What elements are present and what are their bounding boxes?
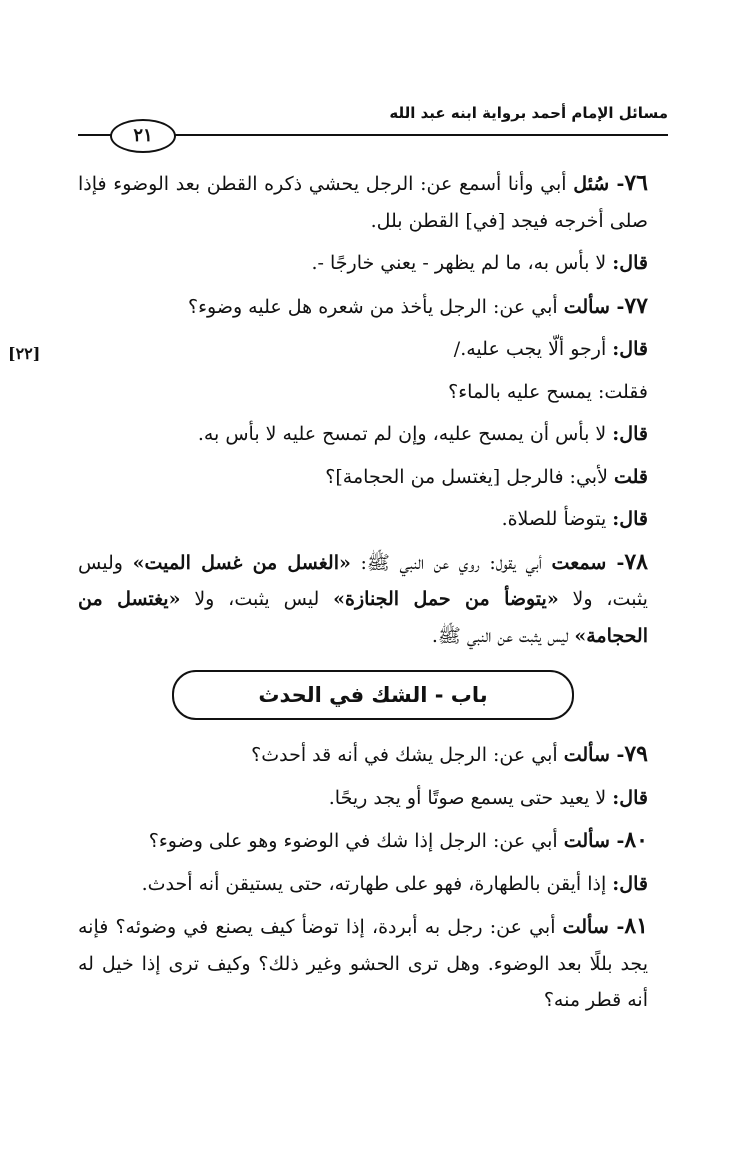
lead-word: قال: [612,872,648,895]
page-body [78,165,668,1025]
issue-number: ٧٩ [624,741,648,767]
hadith-quote: «يتوضأ من حمل الجنازة» [333,588,559,610]
paragraph-text: أرجو ألّا يجب عليه./ [453,338,613,360]
paragraph-text: لا بأس به، ما لم يظهر - يعني خارجًا -. [311,252,613,274]
paragraph-80 [78,822,648,860]
answer-80 [78,866,648,903]
paragraph-text: أبي وأنا أسمع عن: الرجل يحشي ذكره القطن بعد الوضوء فإذا صلى أخرجه فيجد [في] القطن بلل. [78,173,648,232]
lead-word: قلت [613,465,648,488]
section-heading: باب - الشك في الحدث [172,670,574,720]
page-number: ٢١ [110,119,176,153]
answer-76 [78,245,648,282]
paragraph-text: أبي عن: رجل به أبردة، إذا توضأ كيف يصنع في وضوئه؟ فإنه يجد بللًا بعد الوضوء. وهل ترى الحشو وغير ذلك؟ وكيف ترى إذا خيل له أنه قطر منه؟ [78,916,648,1011]
answer-hijama [78,501,648,538]
answer-77 [78,331,648,368]
lead-word: - سألت [562,916,625,938]
paragraph-76 [78,165,648,239]
paragraph-text: ليس يثبت، ولا [180,588,334,610]
lead-word: - سألت [563,744,625,766]
paragraph-text: إذا أيقن بالطهارة، فهو على طهارته، حتى يستيقن أنه أحدث. [141,872,613,895]
lead-word: - سألت [563,830,625,852]
lead-word: قال: [612,423,648,445]
issue-number: ٧٧ [624,292,648,319]
paragraph-78 [78,544,648,655]
paragraph-text: لا يعيد حتى يسمع صوتًا أو يجد ريحًا. [328,786,613,809]
paragraph-text: وليس يثبت، ولا [78,551,648,610]
issue-number: ٨٠ [624,827,648,853]
lead-word: - سُئل [573,173,625,195]
running-title: مسائل الإمام أحمد برواية ابنه عبد الله [389,104,668,122]
issue-number: ٧٦ [624,170,648,196]
paragraph-81 [78,908,648,1019]
follow-up-question [78,374,648,411]
lead-word: قال: [612,252,648,274]
lead-word: - سألت [563,295,625,318]
paragraph-text: أبي عن: الرجل يشك في أنه قد أحدث؟ [251,744,564,766]
lead-word: - سمعت [551,551,625,574]
paragraph-text: لا بأس أن يمسح عليه، وإن لم تمسح عليه لا بأس به. [197,423,613,445]
paragraph-text: لأبي: فالرجل [يغتسل من الحجامة]؟ [325,465,614,488]
follow-up-answer [78,416,648,453]
paragraph-text: أبي عن: الرجل يأخذ من شعره هل عليه وضوء؟ [187,295,564,318]
question-hijama [78,459,648,496]
hadith-quote: «يغتسل من الحجامة» [78,588,648,647]
lead-word: قال: [612,508,648,530]
issue-number: ٧٨ [624,548,648,575]
hadith-quote: «الغسل من غسل الميت» [132,551,351,574]
paragraph-text: أبي عن: الرجل إذا شك في الوضوء وهو على وضوء؟ [148,830,564,852]
answer-79 [78,780,648,817]
paragraph-79 [78,736,648,774]
issue-number: ٨١ [624,913,648,939]
paragraph-77 [78,288,648,326]
paragraph-text: يتوضأ للصلاة. [501,508,613,530]
lead-word: قال: [612,786,648,809]
paragraph-text: أبي يقول: روي عن النبي ﷺ: [350,551,552,574]
paragraph-text: ليس يثبت عن النبي ﷺ. [431,624,575,647]
paragraph-text: فقلت: يمسح عليه بالماء؟ [448,380,648,403]
margin-page-reference: [٢٢] [8,344,41,363]
lead-word: قال: [612,338,648,360]
